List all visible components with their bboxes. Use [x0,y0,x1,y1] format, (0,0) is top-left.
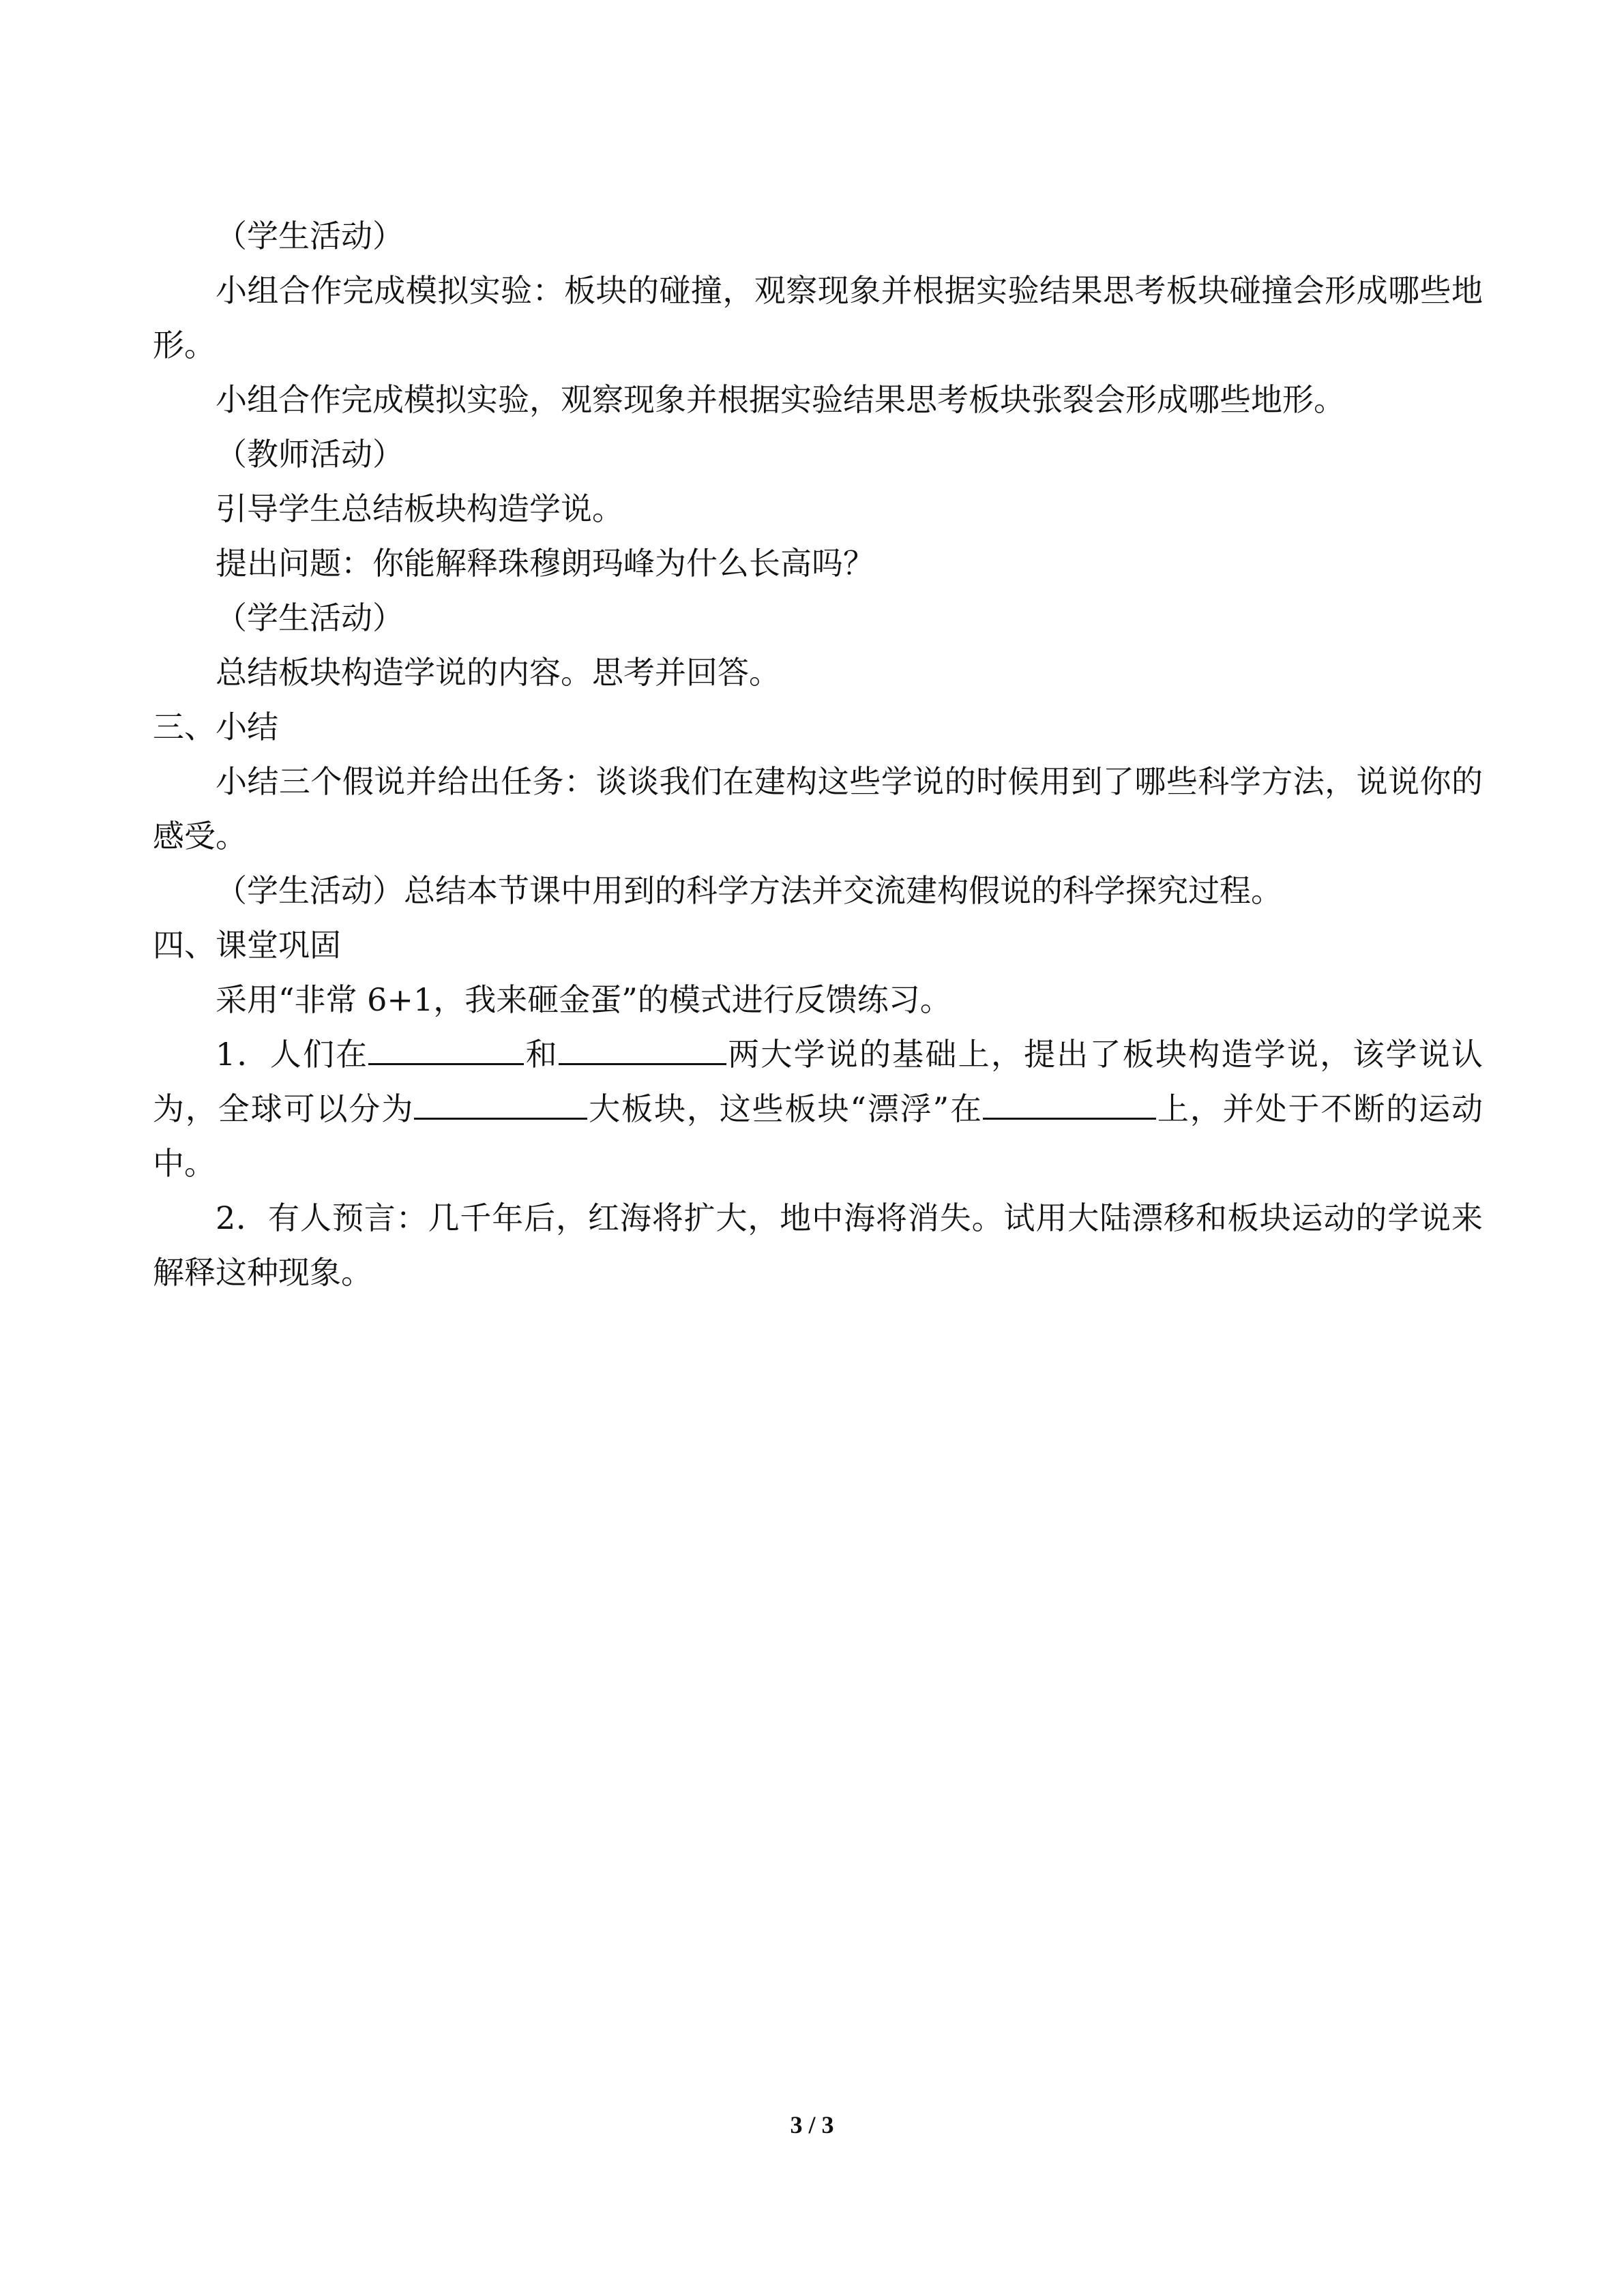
page-number: 3 / 3 [790,2111,834,2138]
paragraph-summary-task: 小结三个假说并给出任务：谈谈我们在建构这些学说的时候用到了哪些科学方法，说说你的感受。 [153,763,1483,854]
paragraph-student-activity-1: （学生活动） [216,218,404,254]
fill-blank-3[interactable] [414,1090,587,1120]
paragraph-guide-summary: 引导学生总结板块构造学说。 [216,490,623,527]
paragraph-rift-experiment: 小组合作完成模拟实验，观察现象并根据实验结果思考板块张裂会形成哪些地形。 [216,381,1345,418]
paragraph-collision-experiment: 小组合作完成模拟实验：板块的碰撞，观察现象并根据实验结果思考板块碰撞会形成哪些地形。 [153,272,1483,363]
fill-blank-1[interactable] [368,1036,524,1065]
fill-blank-4[interactable] [983,1090,1156,1120]
question-2: 2．有人预言：几千年后，红海将扩大，地中海将消失。试用大陆漂移和板块运动的学说来解释这种现象。 [153,1199,1483,1291]
section-heading-consolidation: 四、课堂巩固 [153,927,341,964]
question-1-text-5: 上，并处于不断的运动中。 [153,1090,1483,1182]
question-1-text-3: 两大学说的基础上，提出了板块构造学说，该学说认为，全球可以分为 [153,1036,1483,1127]
paragraph-question-everest: 提出问题：你能解释珠穆朗玛峰为什么长高吗？ [216,545,874,582]
section-heading-summary: 三、小结 [153,709,278,745]
question-1 [153,1027,1483,1191]
paragraph-teacher-activity: （教师活动） [216,436,404,473]
question-1-text-1: 1．人们在 [216,1036,369,1073]
paragraph-student-summary: （学生活动）总结本节课中用到的科学方法并交流建构假说的科学探究过程。 [216,872,1282,909]
fill-blank-2[interactable] [559,1036,726,1065]
question-1-text-2: 和 [524,1036,559,1073]
document-body [153,209,1483,1300]
question-1-text-4: 大板块，这些板块“漂浮”在 [587,1090,983,1127]
paragraph-student-activity-2: （学生活动） [216,599,404,636]
paragraph-feedback-mode: 采用“非常 6+1，我来砸金蛋”的模式进行反馈练习。 [216,981,951,1018]
paragraph-summarize-theory: 总结板块构造学说的内容。思考并回答。 [216,654,780,691]
